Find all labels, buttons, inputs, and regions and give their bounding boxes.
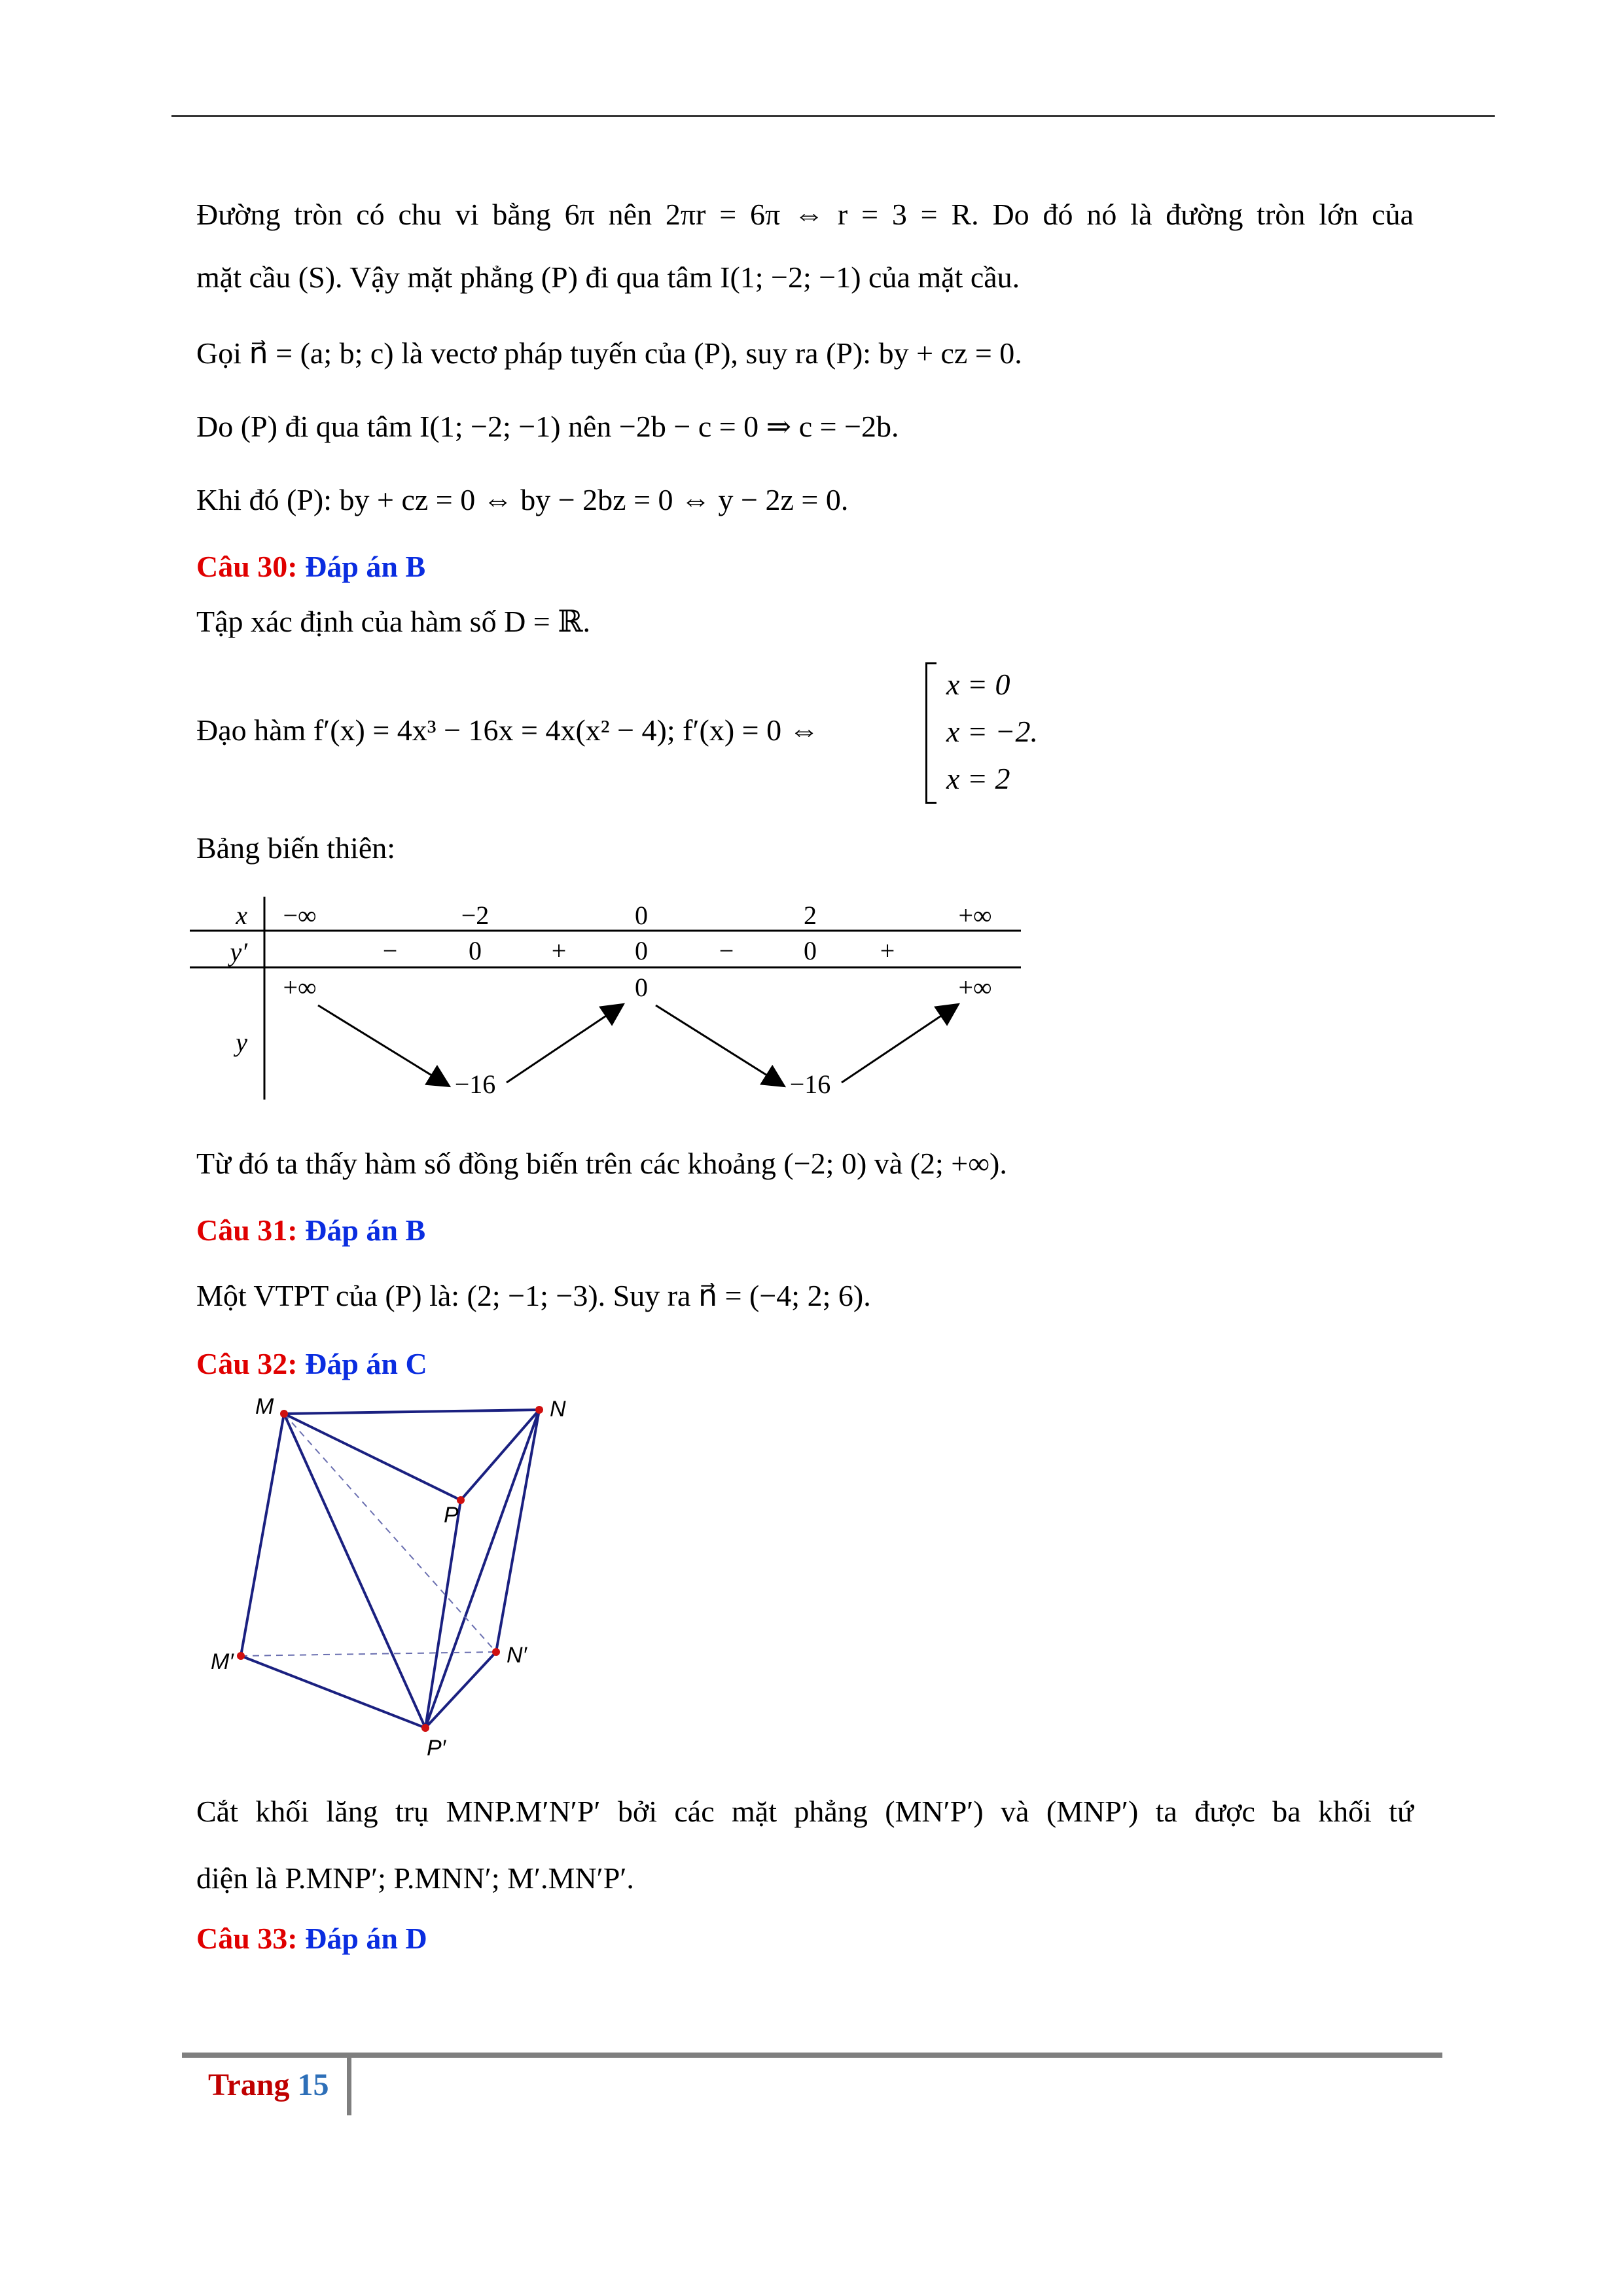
label-P: P: [444, 1503, 459, 1528]
footer-divider: [347, 2053, 351, 2115]
y-value: −16: [454, 1069, 496, 1099]
row-label-y: y: [236, 1028, 247, 1057]
question-number: Câu 33:: [196, 1922, 298, 1955]
q31-text: Một VTPT của (P) là: (2; −1; −3). Suy ra n⃗ = (−4; 2; 6).: [196, 1279, 871, 1312]
variation-table: [190, 897, 1027, 1106]
table-caption: Bảng biến thiên:: [196, 831, 396, 865]
answer-label: Đáp án D: [305, 1922, 427, 1955]
edge-NNp: [496, 1410, 539, 1652]
y-value: +∞: [283, 973, 317, 1002]
arrow-down: [318, 1005, 448, 1085]
hidden-edge-MpNp: [241, 1652, 496, 1656]
x-value: −2: [461, 901, 490, 930]
question-number: Câu 32:: [196, 1347, 298, 1380]
q32-text-line-2: diện là P.MNP′; P.MNN′; M′.MN′P′.: [196, 1861, 634, 1895]
text-line-3: Gọi n⃗ = (a; b; c) là vectơ pháp tuyến của (P), suy ra (P): by + cz = 0.: [196, 336, 1022, 370]
x-value: +∞: [958, 901, 992, 930]
label-Np: N′: [507, 1643, 527, 1668]
edge-MP: [284, 1414, 461, 1500]
derivative-line: Đạo hàm f′(x) = 4x³ − 16x = 4x(x² − 4); f′(x) = 0 ⇔: [196, 713, 819, 747]
answer-label: Đáp án C: [305, 1347, 427, 1380]
x-value: 2: [804, 901, 817, 930]
case-1: x = 0: [946, 668, 1010, 701]
yprime-sign: −: [719, 936, 734, 965]
y-value: 0: [635, 973, 648, 1002]
text-line-5: Khi đó (P): by + cz = 0 ⇔ by − 2bz = 0 ⇔ y − 2z = 0.: [196, 483, 849, 516]
y-value: +∞: [958, 973, 992, 1002]
arrow-down: [656, 1005, 783, 1085]
vertex-Pp: [421, 1724, 429, 1732]
header-rule: [171, 115, 1495, 117]
page-number: 15: [297, 2068, 329, 2102]
text-line-1: Đường tròn có chu vi bằng 6π nên 2πr = 6π ⇔ r = 3 = R. Do đó nó là đường tròn lớn của: [196, 198, 1414, 231]
edge-MN: [284, 1410, 539, 1414]
yprime-zero: 0: [635, 936, 648, 965]
footer-rule: [182, 2053, 1442, 2058]
arrow-up: [507, 1005, 622, 1083]
text-line-4: Do (P) đi qua tâm I(1; −2; −1) nên −2b − c = 0 ⇒ c = −2b.: [196, 410, 899, 443]
page-footer: [208, 2067, 329, 2103]
yprime-sign: −: [382, 936, 398, 965]
row-label-yprime: y′: [230, 937, 247, 967]
conclusion-line: Từ đó ta thấy hàm số đồng biến trên các khoảng (−2; 0) và (2; +∞).: [196, 1147, 1007, 1180]
text-line-2: mặt cầu (S). Vậy mặt phẳng (P) đi qua tâm I(1; −2; −1) của mặt cầu.: [196, 260, 1020, 294]
question-32-heading: [196, 1344, 427, 1384]
label-Pp: P′: [427, 1736, 446, 1761]
row-label-x: x: [236, 901, 247, 930]
yprime-zero: 0: [469, 936, 482, 965]
yprime-sign: +: [880, 936, 895, 965]
label-Mp: M′: [211, 1649, 234, 1674]
hidden-edge-MNp: [284, 1414, 496, 1652]
domain-line: Tập xác định của hàm số D = ℝ.: [196, 605, 590, 638]
vertex-M: [280, 1410, 288, 1418]
edge-NP: [461, 1410, 539, 1500]
edge-NPp: [425, 1410, 539, 1728]
footer-label: Trang: [208, 2068, 290, 2102]
x-value: 0: [635, 901, 648, 930]
yprime-zero: 0: [804, 936, 817, 965]
answer-label: Đáp án B: [305, 550, 426, 583]
cases-bracket: [925, 662, 936, 804]
vertex-Mp: [237, 1652, 245, 1660]
edge-MMp: [241, 1414, 284, 1656]
question-number: Câu 31:: [196, 1213, 298, 1247]
case-3: x = 2: [946, 762, 1010, 795]
question-33-heading: [196, 1919, 427, 1958]
question-31-heading: [196, 1211, 425, 1250]
label-N: N: [550, 1397, 566, 1422]
prism-figure: [196, 1394, 602, 1774]
label-M: M: [255, 1394, 274, 1419]
answer-label: Đáp án B: [305, 1213, 426, 1247]
arrow-up: [842, 1005, 957, 1083]
vertex-Np: [492, 1648, 500, 1656]
vertex-N: [535, 1406, 543, 1414]
y-value: −16: [789, 1069, 831, 1099]
case-2: x = −2.: [946, 715, 1038, 748]
q32-text-line-1: Cắt khối lăng trụ MNP.M′N′P′ bởi các mặt phẳng (MN′P′) và (MNP′) ta được ba khối tứ: [196, 1795, 1414, 1828]
yprime-sign: +: [551, 936, 567, 965]
question-number: Câu 30:: [196, 550, 298, 583]
question-30-heading: [196, 547, 425, 586]
x-value: −∞: [283, 901, 317, 930]
